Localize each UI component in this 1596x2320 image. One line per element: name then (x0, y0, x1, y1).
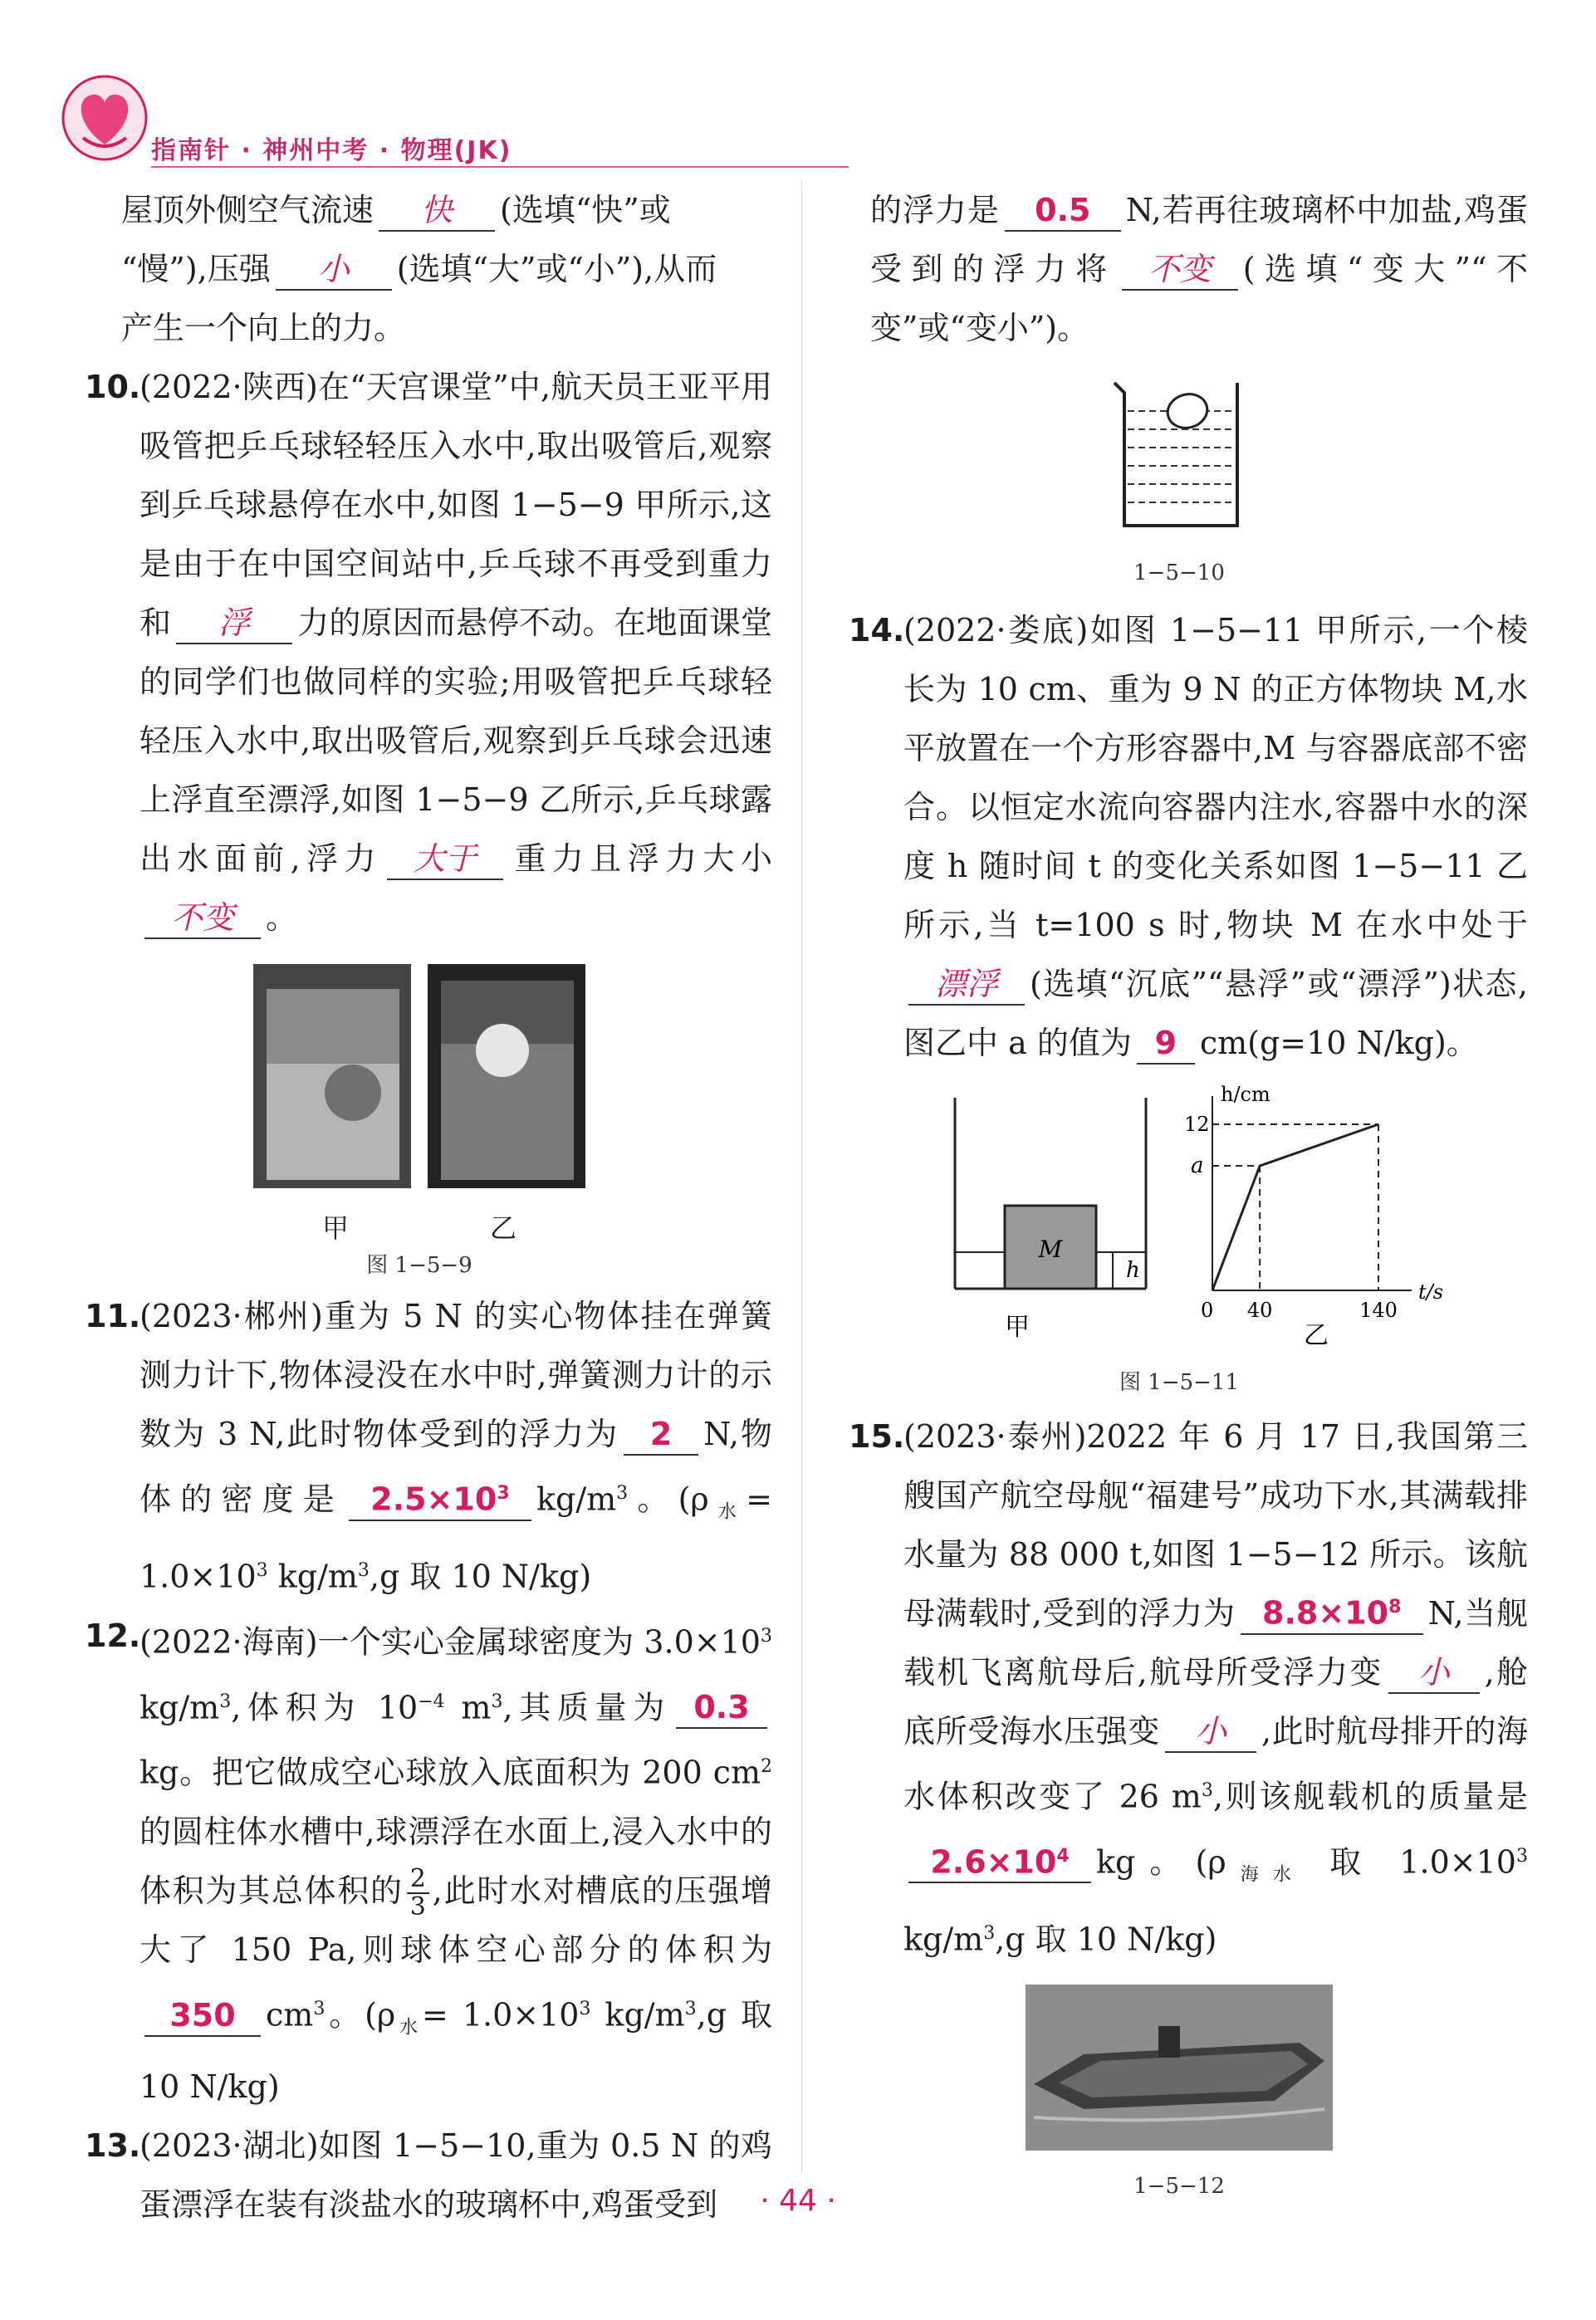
q9-blank-1[interactable]: 快 (379, 190, 495, 232)
ping-pong-photos (253, 964, 585, 1188)
tick-40: 40 (1246, 1299, 1273, 1322)
q11-blank-2[interactable]: $2.5\times 10^3$ (349, 1474, 531, 1521)
column-divider (801, 181, 802, 2174)
question-11: 11. (2023·郴州)重为 5 N 的实心物体挂在弹簧测力计下,物体浸没在水中时,弹簧测力计的示数为 3 N,此时物体受到的浮力为 2 N,物体的密度是 $2.5\times 10^3$ $kg/m^3$。($\rho_水= 1.0\times 10^3$ $kg/m^3,g$ 取 10 N/kg) (66, 1287, 772, 1607)
figure-1-5-9 (66, 964, 772, 1282)
tick-a: a (1191, 1153, 1204, 1178)
figure-caption: 图 1−5−9 (366, 1253, 472, 1278)
question-12: 12. (2022·海南)一个实心金属球密度为 $3.0\times 10^3$ $kg/m^3$,体积为 $10^{-4}$ $m^3$,其质量为 0.3kg。把它做成空心球放入底面积为 200 $cm^2$ 的圆柱体水槽中,球漂浮在水面上,浸入水中的体积为其总体积的 $\frac{2}{3}$ ,此时水对槽底的压强增大了 150 Pa,则球体空心部分的体积为350 $cm^3$。($\rho_水= 1.0\times 10^3$ $kg/m^3,g$ 取 10 N/kg) (66, 1607, 772, 2117)
fig-label-jia: 甲 (321, 1212, 349, 1244)
question-number: 14. (849, 612, 905, 649)
q9-continuation: 屋顶外侧空气流速 快 (选填“快”或 “慢”),压强 小 (选填“大”或“小”),从而 产生一个向上的力。 (121, 192, 717, 346)
q14-blank-1[interactable]: 漂浮 (908, 964, 1025, 1006)
question-number: 12. (85, 1617, 141, 1654)
question-number: 15. (849, 1418, 905, 1455)
q11-blank-1[interactable]: 2 (624, 1414, 698, 1456)
question-15: 15. (2023·泰州)2022 年 6 月 17 日,我国第三艘国产航空母舰“福建号”成功下水,其满载排水量为 88 000 t,如图 1−5−12 所示。该航母满载时,受到的浮力为 $8.8\times 10^8$ N,当舰载机飞离航母后,航母所受浮力变 小 ,舱底所受海水压强变 小 ,此时航母排开的海水体积改变了 26 $m^3$,则该舰载机的质量是$2.6\times 10^4$ kg。($\rho_{海水}$ 取 $1.0\times 10^3$ $kg/m^3,g$ 取 10 N/kg) (830, 1407, 1528, 1970)
right-column (830, 181, 1528, 2203)
q10-blank-1[interactable]: 浮 (176, 603, 292, 644)
q10-blank-2[interactable]: 大于 (387, 839, 503, 880)
egg-beaker-drawing (1096, 371, 1262, 537)
q14-blank-2[interactable]: 9 (1137, 1023, 1195, 1065)
figure-1-5-12 (830, 1985, 1528, 2203)
q15-blank-3[interactable]: 小 (1165, 1711, 1256, 1753)
container-and-graph (864, 1081, 1495, 1347)
h-label: h (1126, 1258, 1140, 1283)
left-column (66, 181, 772, 2234)
q9-blank-2[interactable]: 小 (276, 249, 392, 291)
fig-label-yi: 乙 (1304, 1321, 1329, 1347)
figure-1-5-11 (830, 1081, 1528, 1399)
question-13: 13. (2023·湖北)如图 1−5−10,重为 0.5 N 的鸡蛋漂浮在装有淡盐水的玻璃杯中,鸡蛋受到 (66, 2117, 772, 2234)
q12-blank-2[interactable]: 350 (144, 1995, 261, 2037)
header-divider (151, 166, 849, 168)
fraction-two-thirds: $\frac{2}{3}$ (407, 1866, 429, 1921)
tick-140: 140 (1359, 1299, 1398, 1322)
heart-logo-icon (58, 71, 151, 164)
page-number: · 44 · (760, 2184, 836, 2218)
tick-12: 12 (1184, 1113, 1210, 1136)
q13-blank-1[interactable]: 0.5 (1005, 190, 1121, 232)
q13-blank-2[interactable]: 不变 (1122, 249, 1238, 291)
tick-0: 0 (1201, 1299, 1214, 1322)
question-number: 10. (85, 369, 141, 405)
y-axis-label: h/cm (1221, 1083, 1270, 1106)
question-number: 13. (85, 2127, 141, 2164)
fig-label-jia: 甲 (1005, 1313, 1030, 1342)
brand-title: 指南针 · 神州中考 · 物理(JK) (151, 136, 512, 165)
figure-1-5-10 (830, 371, 1528, 590)
figure-caption: 1−5−10 (1133, 560, 1225, 585)
question-number: 11. (85, 1298, 141, 1334)
q12-blank-1[interactable]: 0.3 (676, 1687, 767, 1729)
figure-caption: 图 1−5−11 (1119, 1370, 1239, 1395)
q13-continuation: 的浮力是 0.5 N,若再往玻璃杯中加盐,鸡蛋受到的浮力将 不变 (选填“变大”“不变”或“变小”)。 (870, 192, 1528, 346)
figure-caption: 1−5−12 (1133, 2173, 1225, 2199)
series-h-line (1212, 1124, 1378, 1290)
q10-blank-3[interactable]: 不变 (144, 898, 261, 939)
q15-blank-1[interactable]: $8.8\times 10^8$ (1241, 1588, 1423, 1635)
x-axis-label: t/s (1418, 1280, 1444, 1304)
h-t-graph (1184, 1083, 1443, 1322)
page-header (50, 65, 1561, 173)
question-14: 14. (2022·娄底)如图 1−5−11 甲所示,一个棱长为 10 cm、重为 9 N 的正方体物块 M,水平放置在一个方形容器中,M 与容器底部不密合。以恒定水流向容器内注水,容器中水的深度 h 随时间 t 的变化关系如图 1−5−11 乙所示,当 t=100 s 时,物块 M 在水中处于漂浮 (选填“沉底”“悬浮”或“漂浮”)状态,图乙中 a 的值为 9 cm(g=10 N/kg)。 (830, 601, 1528, 1073)
block-m-label: M (1038, 1236, 1063, 1263)
aircraft-carrier-photo (1026, 1985, 1333, 2151)
q15-blank-2[interactable]: 小 (1388, 1652, 1480, 1694)
question-10: 10. (2022·陕西)在“天宫课堂”中,航天员王亚平用吸管把乒乓球轻轻压入水中,取出吸管后,观察到乒乓球悬停在水中,如图 1−5−9 甲所示,这是由于在中国空间站中,乒乓球不再受到重力和 浮 力的原因而悬停不动。在地面课堂的同学们也做同样的实验;用吸管把乒乓球轻轻压入水中,取出吸管后,观察到乒乓球会迅速上浮直至漂浮,如图 1−5−9 乙所示,乒乓球露出水面前,浮力 大于 重力且浮力大小不变 。 (66, 358, 772, 947)
q15-blank-4[interactable]: $2.6\times 10^4$ (908, 1837, 1091, 1884)
fig-label-yi: 乙 (490, 1212, 517, 1244)
